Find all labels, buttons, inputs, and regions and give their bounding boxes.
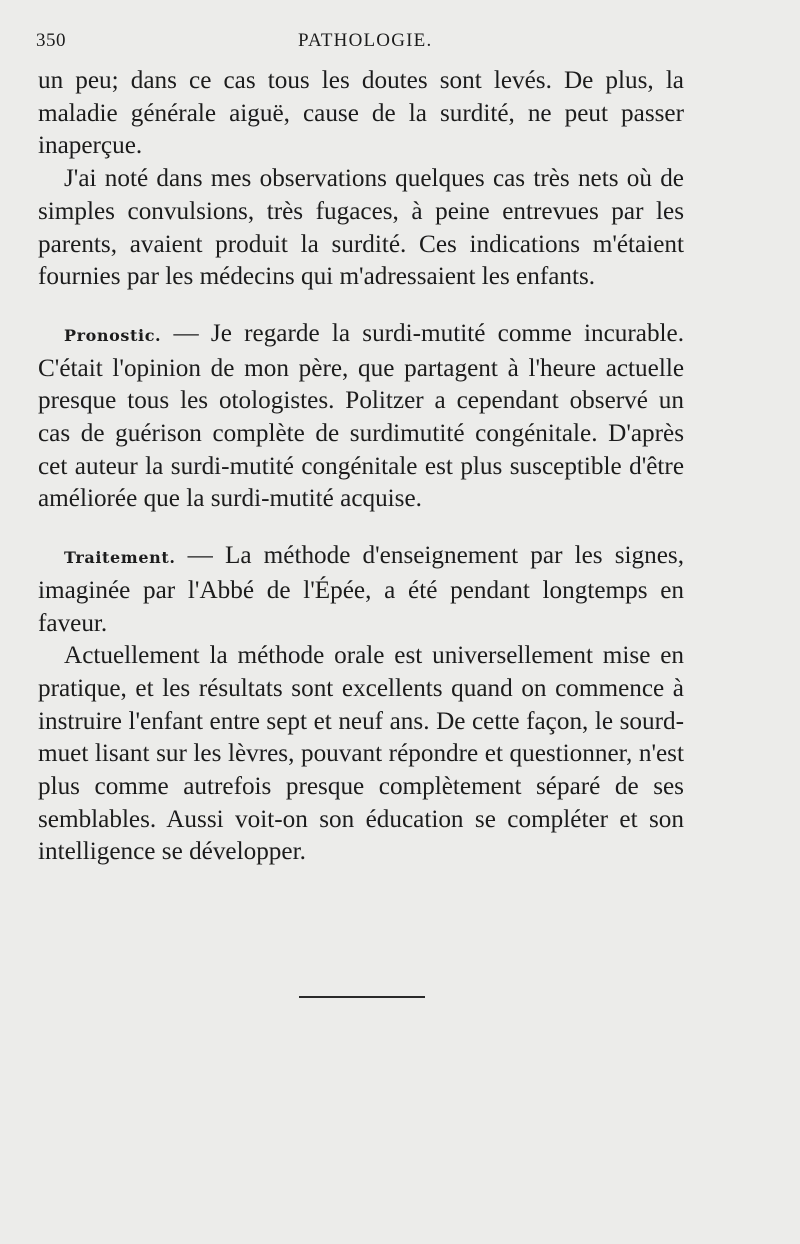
treatment-text: — La méthode d'enseignement par les signes, imaginée par l'Abbé de l'Épée, a été pendant longtemps en faveur. [38, 542, 684, 637]
section-prognosis [38, 318, 684, 516]
prognosis-text: — Je regarde la surdi-mutité comme incurable. C'était l'opinion de mon père, que partagent à l'heure actuelle presque tous les otologistes. Politzer a cependant observé un cas de guérison complète de surdimutité congénitale. D'après cet auteur la surdi-mutité congénitale est plus susceptible d'être améliorée que la surdi-mutité acquise. [38, 319, 685, 513]
running-head [36, 30, 746, 54]
section-treatment [38, 540, 684, 640]
paragraph-continued: un peu; dans ce cas tous les doutes sont levés. De plus, la maladie générale aiguë, cause de la surdité, ne peut passer inaperçue. [38, 67, 684, 160]
paragraph-oral-method: Actuellement la méthode orale est universellement mise en pratique, et les résultats sont excellents quand on commence à instruire l'enfant entre sept et neuf ans. De cette façon, le sourd-muet lisant sur les lèvres, pouvant répondre et questionner, n'est plus comme autrefois presque complètement séparé de ses semblables. Aussi voit-on son éducation se compléter et son intelligence se développer. [38, 642, 684, 866]
paragraph-convulsions: J'ai noté dans mes observations quelques cas très nets où de simples convulsions, très fugaces, à peine entrevues par les parents, avaient produit la surdité. Ces indications m'étaient fournies par les médecins qui m'adressaient les enfants. [38, 165, 684, 291]
prognosis-heading: Pronostic. [64, 325, 162, 345]
body-text [38, 65, 684, 869]
treatment-heading: Traitement. [64, 548, 176, 568]
section-end-rule [299, 996, 425, 998]
page-number: 350 [36, 30, 66, 51]
running-title: PATHOLOGIE. [298, 30, 433, 51]
